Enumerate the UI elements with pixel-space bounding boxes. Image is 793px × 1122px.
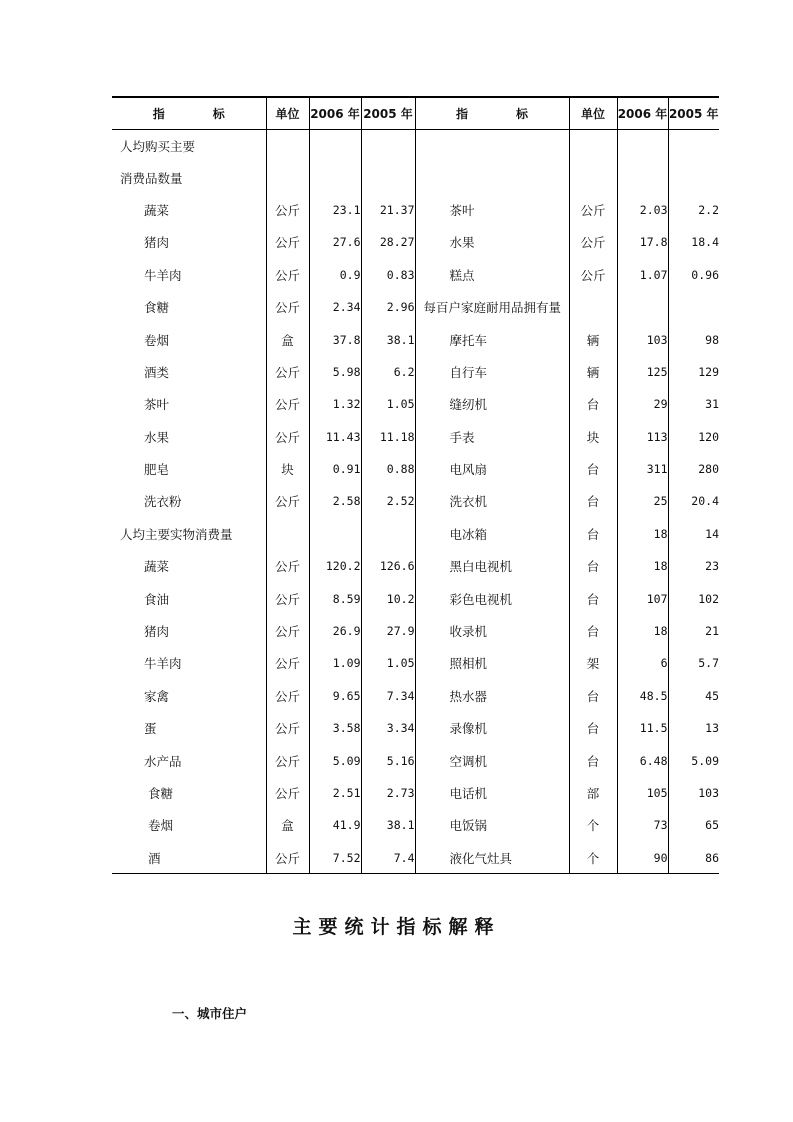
- table-row: [112, 323, 719, 355]
- indicator-left-cell: 酒类: [112, 356, 266, 388]
- value-2006-left-cell: 9.65: [309, 680, 361, 712]
- unit-left-cell: 公斤: [266, 421, 309, 453]
- value-2005-right-cell: 20.4: [691, 494, 719, 509]
- value-2005-right-cell: 23: [705, 559, 719, 574]
- value-2006-left-cell: 7.52: [309, 842, 361, 874]
- table-row: [112, 582, 719, 614]
- table-row: [112, 809, 719, 841]
- value-2005-left-cell: 38.1: [361, 809, 415, 841]
- value-2006-right-cell: 73: [617, 809, 668, 841]
- table-row: [112, 356, 719, 388]
- value-2005-left-cell: [361, 161, 415, 193]
- unit-right-cell: 台: [569, 712, 617, 744]
- unit-left-cell: [266, 161, 309, 193]
- value-2006-right-cell: 90: [617, 842, 668, 874]
- value-2006-right-cell: 29: [617, 388, 668, 420]
- indicator-left-cell: 消费品数量: [112, 161, 266, 193]
- table-row: [112, 194, 719, 226]
- unit-left-cell: 公斤: [266, 842, 309, 874]
- unit-right-cell: 台: [569, 388, 617, 420]
- unit-left-cell: 公斤: [266, 680, 309, 712]
- indicator-right-cell: 电冰箱: [415, 518, 569, 550]
- header-2006-left: 2006 年: [309, 97, 361, 129]
- indicator-left-cell: 人均主要实物消费量: [112, 518, 266, 550]
- value-2006-right-cell: 105: [617, 777, 668, 809]
- value-2006-right-cell: 48.5: [617, 680, 668, 712]
- indicator-right-cell: 茶叶: [415, 194, 569, 226]
- value-2006-right-cell: 25: [617, 485, 668, 517]
- indicator-right-cell: 糕点: [415, 259, 569, 291]
- indicator-left-cell: 牛羊肉: [112, 647, 266, 679]
- unit-right-cell: [569, 291, 617, 323]
- indicator-left-cell: 肥皂: [112, 453, 266, 485]
- unit-left-cell: 盒: [266, 323, 309, 355]
- unit-right-cell: 公斤: [569, 226, 617, 258]
- value-2005-right-cell: 21: [705, 624, 719, 639]
- unit-left-cell: 公斤: [266, 291, 309, 323]
- unit-right-cell: 台: [569, 518, 617, 550]
- indicator-right-cell: 摩托车: [415, 323, 569, 355]
- value-2005-right-cell: [668, 129, 719, 161]
- unit-left-cell: 公斤: [266, 777, 309, 809]
- value-2005-right-cell: 18.4: [691, 235, 719, 250]
- value-2005-left-cell: 28.27: [361, 226, 415, 258]
- indicator-left-cell: 牛羊肉: [112, 259, 266, 291]
- value-2005-right-cell: 14: [705, 526, 719, 541]
- unit-left-cell: 公斤: [266, 388, 309, 420]
- value-2005-left-cell: 7.34: [361, 680, 415, 712]
- table-row: [112, 129, 719, 161]
- value-2006-left-cell: 2.58: [309, 485, 361, 517]
- table-row: [112, 388, 719, 420]
- indicator-left-cell: 卷烟: [112, 809, 266, 841]
- value-2005-right-cell: 102: [698, 591, 719, 606]
- value-2005-right-cell: 13: [705, 721, 719, 736]
- value-2006-right-cell: 107: [617, 582, 668, 614]
- value-2005-left-cell: 3.34: [361, 712, 415, 744]
- indicator-right-cell: 洗衣机: [415, 485, 569, 517]
- unit-right-cell: 块: [569, 421, 617, 453]
- unit-right-cell: 台: [569, 680, 617, 712]
- value-2005-right-cell: 5.7: [698, 656, 719, 671]
- unit-right-cell: 部: [569, 777, 617, 809]
- table-row: [112, 453, 719, 485]
- value-2006-right-cell: 18: [617, 615, 668, 647]
- value-2005-left-cell: 38.1: [361, 323, 415, 355]
- value-2006-right-cell: 18: [617, 518, 668, 550]
- unit-left-cell: [266, 518, 309, 550]
- value-2005-right-cell: 31: [705, 397, 719, 412]
- indicator-right-cell: 电饭锅: [415, 809, 569, 841]
- indicator-right-cell: 水果: [415, 226, 569, 258]
- value-2006-left-cell: 5.09: [309, 744, 361, 776]
- header-unit-left: 单位: [266, 97, 309, 129]
- value-2005-left-cell: 6.2: [361, 356, 415, 388]
- value-2005-left-cell: 27.9: [361, 615, 415, 647]
- indicator-left-cell: 猪肉: [112, 615, 266, 647]
- table-row: [112, 842, 719, 874]
- value-2005-left-cell: 11.18: [361, 421, 415, 453]
- table-row: [112, 291, 719, 323]
- indicator-right-cell: 空调机: [415, 744, 569, 776]
- value-2005-left-cell: 5.16: [361, 744, 415, 776]
- header-indicator-right: 指 标: [415, 97, 569, 129]
- indicator-right-cell: 照相机: [415, 647, 569, 679]
- indicator-right-cell: [415, 161, 569, 193]
- unit-left-cell: 盒: [266, 809, 309, 841]
- unit-left-cell: 公斤: [266, 259, 309, 291]
- value-2005-left-cell: 126.6: [361, 550, 415, 582]
- value-2006-right-cell: [617, 129, 668, 161]
- unit-left-cell: [266, 129, 309, 161]
- table-row: [112, 518, 719, 550]
- value-2006-right-cell: 1.07: [617, 259, 668, 291]
- value-2005-right-cell: 45: [705, 688, 719, 703]
- indicator-left-cell: 家禽: [112, 680, 266, 712]
- indicator-left-cell: 蛋: [112, 712, 266, 744]
- value-2005-left-cell: [361, 518, 415, 550]
- value-2005-right-cell: 86: [668, 842, 719, 874]
- indicator-right-cell: 电风扇: [415, 453, 569, 485]
- indicator-right-cell: 录像机: [415, 712, 569, 744]
- indicator-left-cell: 蔬菜: [112, 550, 266, 582]
- indicator-right-cell: 热水器: [415, 680, 569, 712]
- value-2006-right-cell: 6: [617, 647, 668, 679]
- value-2005-right-cell: 129: [698, 364, 719, 379]
- value-2005-left-cell: 21.37: [361, 194, 415, 226]
- unit-right-cell: 台: [569, 582, 617, 614]
- unit-right-cell: 台: [569, 615, 617, 647]
- unit-left-cell: 公斤: [266, 356, 309, 388]
- unit-right-cell: 台: [569, 550, 617, 582]
- value-2006-left-cell: 1.09: [309, 647, 361, 679]
- table-row: [112, 259, 719, 291]
- unit-left-cell: 公斤: [266, 647, 309, 679]
- value-2005-left-cell: 0.88: [361, 453, 415, 485]
- value-2006-left-cell: 3.58: [309, 712, 361, 744]
- value-2006-left-cell: 27.6: [309, 226, 361, 258]
- unit-left-cell: 公斤: [266, 744, 309, 776]
- indicator-left-cell: 猪肉: [112, 226, 266, 258]
- unit-right-cell: 台: [569, 744, 617, 776]
- table-row: [112, 421, 719, 453]
- value-2006-right-cell: 2.03: [617, 194, 668, 226]
- indicator-right-cell: 每百户家庭耐用品拥有量: [415, 291, 569, 323]
- value-2006-left-cell: 1.32: [309, 388, 361, 420]
- value-2006-right-cell: 11.5: [617, 712, 668, 744]
- value-2005-right-cell: 2.2: [698, 202, 719, 217]
- table-row: [112, 647, 719, 679]
- value-2005-left-cell: 7.4: [361, 842, 415, 874]
- table-row: [112, 680, 719, 712]
- unit-left-cell: 公斤: [266, 550, 309, 582]
- unit-left-cell: 公斤: [266, 582, 309, 614]
- value-2005-right-cell: 5.09: [691, 753, 719, 768]
- table-row: [112, 226, 719, 258]
- value-2006-right-cell: 311: [617, 453, 668, 485]
- value-2006-left-cell: 23.1: [309, 194, 361, 226]
- indicator-left-cell: 人均购买主要: [112, 129, 266, 161]
- indicator-left-cell: 食油: [112, 582, 266, 614]
- table-row: [112, 777, 719, 809]
- value-2006-left-cell: 0.91: [309, 453, 361, 485]
- value-2005-right-cell: 0.96: [691, 267, 719, 282]
- unit-right-cell: 公斤: [569, 194, 617, 226]
- table-row: [112, 485, 719, 517]
- value-2006-right-cell: [617, 161, 668, 193]
- table-header: [112, 97, 719, 129]
- value-2006-left-cell: 5.98: [309, 356, 361, 388]
- header-2005-left: 2005 年: [361, 97, 415, 129]
- indicator-right-cell: 自行车: [415, 356, 569, 388]
- value-2006-left-cell: 11.43: [309, 421, 361, 453]
- value-2006-right-cell: 125: [617, 356, 668, 388]
- indicator-left-cell: 食糖: [112, 291, 266, 323]
- unit-right-cell: 架: [569, 647, 617, 679]
- table-row: [112, 550, 719, 582]
- indicator-left-cell: 卷烟: [112, 323, 266, 355]
- value-2005-left-cell: 1.05: [361, 647, 415, 679]
- unit-right-cell: 辆: [569, 323, 617, 355]
- value-2006-left-cell: [309, 129, 361, 161]
- indicator-left-cell: 水果: [112, 421, 266, 453]
- statistics-table: [112, 96, 719, 874]
- value-2006-right-cell: 18: [617, 550, 668, 582]
- unit-left-cell: 公斤: [266, 485, 309, 517]
- unit-left-cell: 公斤: [266, 226, 309, 258]
- indicator-right-cell: [415, 129, 569, 161]
- value-2005-left-cell: 2.52: [361, 485, 415, 517]
- value-2006-left-cell: 37.8: [309, 323, 361, 355]
- indicator-right-cell: 电话机: [415, 777, 569, 809]
- unit-right-cell: 个: [569, 842, 617, 874]
- value-2006-right-cell: [617, 291, 668, 323]
- indicator-left-cell: 茶叶: [112, 388, 266, 420]
- unit-right-cell: [569, 129, 617, 161]
- value-2006-left-cell: 0.9: [309, 259, 361, 291]
- unit-right-cell: 辆: [569, 356, 617, 388]
- indicator-right-cell: 收录机: [415, 615, 569, 647]
- indicator-left-cell: 洗衣粉: [112, 485, 266, 517]
- value-2005-left-cell: 2.73: [361, 777, 415, 809]
- value-2006-right-cell: 17.8: [617, 226, 668, 258]
- table-body: [112, 129, 719, 874]
- value-2005-right-cell: 65: [705, 818, 719, 833]
- indicator-right-cell: 手表: [415, 421, 569, 453]
- value-2006-right-cell: 103: [617, 323, 668, 355]
- unit-right-cell: 台: [569, 453, 617, 485]
- value-2005-left-cell: 2.96: [361, 291, 415, 323]
- value-2005-right-cell: 120: [698, 429, 719, 444]
- value-2005-right-cell: 280: [698, 462, 719, 477]
- indicator-right-cell: 液化气灶具: [415, 842, 569, 874]
- subsection-heading: 一、城市住户: [172, 1006, 248, 1021]
- value-2006-left-cell: 2.34: [309, 291, 361, 323]
- indicator-right-cell: 彩色电视机: [415, 582, 569, 614]
- value-2005-left-cell: 1.05: [361, 388, 415, 420]
- value-2006-left-cell: 41.9: [309, 809, 361, 841]
- value-2005-right-cell: 103: [698, 786, 719, 800]
- indicator-left-cell: 水产品: [112, 744, 266, 776]
- value-2006-right-cell: 113: [617, 421, 668, 453]
- value-2005-left-cell: [361, 129, 415, 161]
- value-2005-right-cell: [668, 291, 719, 323]
- indicator-left-cell: 蔬菜: [112, 194, 266, 226]
- header-indicator-left: 指 标: [112, 97, 266, 129]
- value-2006-left-cell: 26.9: [309, 615, 361, 647]
- value-2006-left-cell: [309, 518, 361, 550]
- indicator-left-cell: 酒: [112, 842, 266, 874]
- value-2005-right-cell: [668, 161, 719, 193]
- value-2006-left-cell: 8.59: [309, 582, 361, 614]
- table-row: [112, 712, 719, 744]
- table-row: [112, 161, 719, 193]
- unit-right-cell: 个: [569, 809, 617, 841]
- unit-left-cell: 块: [266, 453, 309, 485]
- header-unit-right: 单位: [569, 97, 617, 129]
- unit-left-cell: 公斤: [266, 194, 309, 226]
- value-2006-right-cell: 6.48: [617, 744, 668, 776]
- table-row: [112, 615, 719, 647]
- header-2006-right: 2006 年: [617, 97, 668, 129]
- indicator-left-cell: 食糖: [112, 777, 266, 809]
- value-2005-left-cell: 10.2: [361, 582, 415, 614]
- value-2005-right-cell: 98: [705, 332, 719, 347]
- indicator-right-cell: 黑白电视机: [415, 550, 569, 582]
- unit-left-cell: 公斤: [266, 615, 309, 647]
- value-2006-left-cell: 2.51: [309, 777, 361, 809]
- unit-left-cell: 公斤: [266, 712, 309, 744]
- value-2006-left-cell: 120.2: [309, 550, 361, 582]
- unit-right-cell: 公斤: [569, 259, 617, 291]
- header-2005-right: 2005 年: [668, 97, 719, 129]
- unit-right-cell: 台: [569, 485, 617, 517]
- value-2005-left-cell: 0.83: [361, 259, 415, 291]
- unit-right-cell: [569, 161, 617, 193]
- value-2006-left-cell: [309, 161, 361, 193]
- indicator-right-cell: 缝纫机: [415, 388, 569, 420]
- table-row: [112, 744, 719, 776]
- section-title: 主要统计指标解释: [292, 916, 501, 938]
